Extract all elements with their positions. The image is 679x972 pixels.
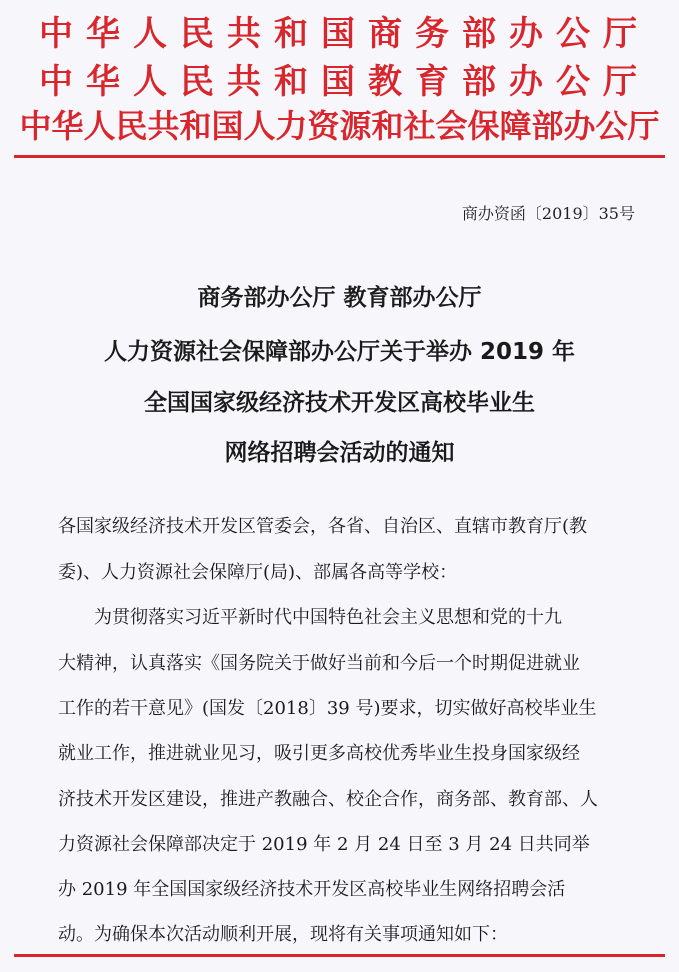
title-line-2: 人力资源社会保障部办公厅关于举办 2019 年: [103, 339, 576, 365]
body-line: 为贯彻落实习近平新时代中国特色社会主义思想和党的十九: [94, 607, 562, 628]
title-line-3: 全国国家级经济技术开发区高校毕业生: [144, 390, 535, 416]
issuer-header-commerce: 中华人民共和国商务部办公厅: [39, 14, 650, 54]
title-line-1: 商务部办公厅 教育部办公厅: [197, 285, 482, 311]
body-line: 济技术开发区建设，推进产教融合、校企合作，商务部、教育部、人: [58, 789, 598, 810]
addressee-line-2: 委)、人力资源社会保障厅(局)、部属各高等学校：: [58, 562, 458, 583]
body-line: 动。为确保本次活动顺利开展，现将有关事项通知如下：: [58, 924, 508, 945]
body-line: 就业工作，推进就业见习，吸引更多高校优秀毕业生投身国家级经: [58, 743, 580, 764]
title-line-4: 网络招聘会活动的通知: [224, 440, 455, 466]
body-line: 办 2019 年全国国家级经济技术开发区高校毕业生网络招聘会活: [58, 879, 566, 900]
issuer-header-hrss: 中华人民共和国人力资源和社会保障部办公厅: [19, 107, 660, 145]
body-line: 力资源社会保障部决定于 2019 年 2 月 24 日至 3 月 24 日共同举: [58, 834, 590, 855]
footer-red-rule: [14, 954, 665, 957]
header-red-rule: [14, 155, 665, 158]
body-line: 工作的若干意见》(国发〔2018〕39 号)要求，切实做好高校毕业生: [58, 698, 597, 719]
document-number: 商办资函〔2019〕35号: [461, 204, 635, 223]
issuer-header-education: 中华人民共和国教育部办公厅: [39, 62, 650, 102]
addressee-line-1: 各国家级经济技术开发区管委会，各省、自治区、直辖市教育厅(教: [58, 516, 588, 537]
body-line: 大精神，认真落实《国务院关于做好当前和今后一个时期促进就业: [58, 653, 580, 674]
